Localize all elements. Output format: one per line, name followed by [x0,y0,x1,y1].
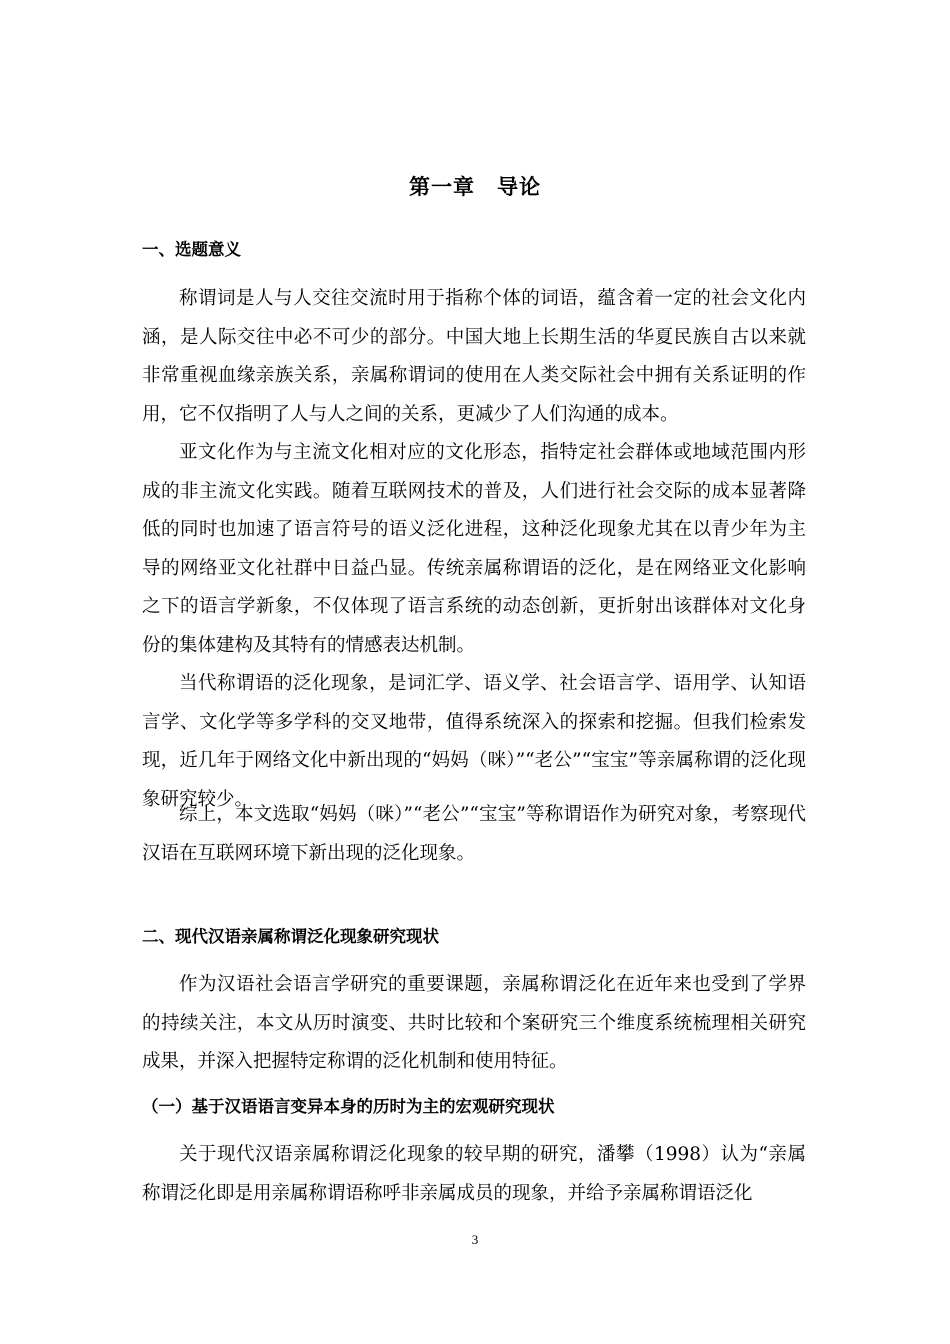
paragraph-research-overview: 作为汉语社会语言学研究的重要课题，亲属称谓泛化在近年来也受到了学界的持续关注，本文从历时演变、共时比较和个案研究三个维度系统梳理相关研究成果，并深入把握特定称谓的泛化机制和使用特征。 [142,974,806,1072]
chapter-title: 第一章 导论 [409,175,541,199]
paragraph-early-research: 关于现代汉语亲属称谓泛化现象的较早期的研究，潘攀（1998）认为“亲属称谓泛化即是用亲属称谓语称呼非亲属成员的现象，并给予亲属称谓语泛化 [142,1144,806,1204]
section-heading-research-status: 二、现代汉语亲属称谓泛化现象研究现状 [142,927,439,946]
paragraph-interdisciplinary: 当代称谓语的泛化现象，是词汇学、语义学、社会语言学、语用学、认知语言学、文化学等多学科的交叉地带，值得系统深入的探索和挖掘。但我们检索发现，近几年于网络文化中新出现的“妈妈（咪）”“老公”“宝宝”等亲属称谓的泛化现象研究较少。 [142,673,806,810]
section-heading-significance: 一、选题意义 [142,240,241,259]
paragraph-subculture: 亚文化作为与主流文化相对应的文化形态，指特定社会群体或地域范围内形成的非主流文化实践。随着互联网技术的普及，人们进行社会交际的成本显著降低的同时也加速了语言符号的语义泛化进程，这种泛化现象尤其在以青少年为主导的网络亚文化社群中日益凸显。传统亲属称谓语的泛化，是在网络亚文化影响之下的语言学新象，不仅体现了语言系统的动态创新，更折射出该群体对文化身份的集体建构及其特有的情感表达机制。 [142,442,806,656]
page-number: 3 [471,1232,479,1247]
subsection-heading-diachronic: （一）基于汉语语言变异本身的历时为主的宏观研究现状 [142,1097,555,1116]
paragraph-summary: 综上，本文选取“妈妈（咪）”“老公”“宝宝”等称谓语作为研究对象，考察现代汉语在互联网环境下新出现的泛化现象。 [142,804,806,864]
paragraph-appellation-intro: 称谓词是人与人交往交流时用于指称个体的词语，蕴含着一定的社会文化内涵，是人际交往中必不可少的部分。中国大地上长期生活的华夏民族自古以来就非常重视血缘亲族关系，亲属称谓词的使用在人类交际社会中拥有关系证明的作用，它不仅指明了人与人之间的关系，更减少了人们沟通的成本。 [142,288,806,425]
